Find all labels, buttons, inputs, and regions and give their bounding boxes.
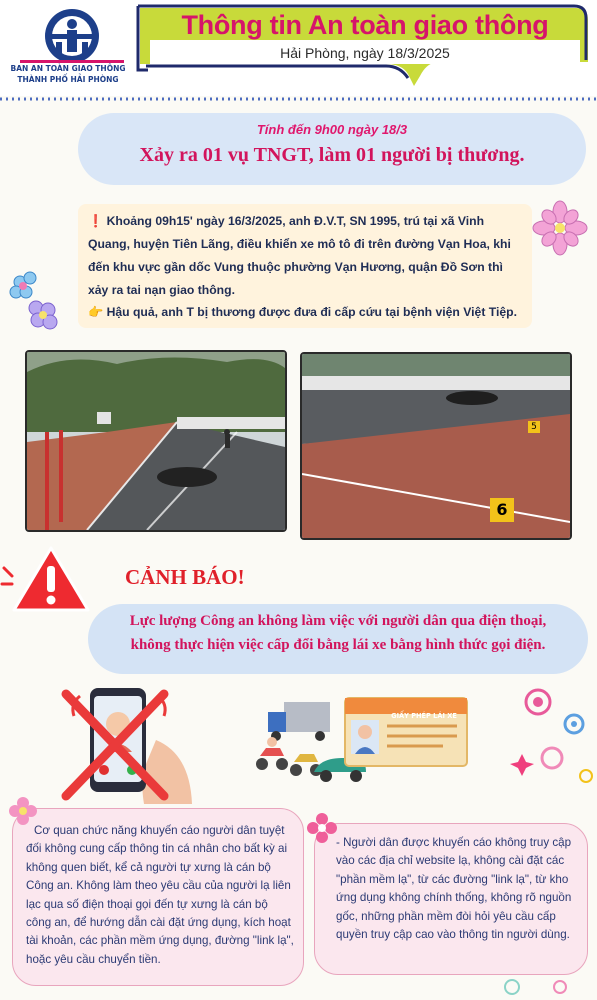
incident-paragraph: [88, 210, 524, 302]
advice-text-right: - Người dân được khuyến cáo không truy cập vào các địa chỉ website lạ, không cài đặt các "phần mềm lạ", từ các đường "link lạ", từ kho ứng dụng không chính thống, không rõ nguồn gốc, những phần mềm đòi hỏi yêu cầu cấp quyền truy cập cao vào thông tin người dùng.: [336, 836, 572, 942]
accident-photo-left: [25, 350, 287, 532]
warning-line2: không thực hiện việc cấp đổi bằng lái xe bằng hình thức gọi điện.: [130, 637, 546, 653]
header-divider: [0, 96, 597, 102]
advice-text-left: Cơ quan chức năng khuyến cáo người dân tuyệt đối không cung cấp thông tin cá nhân cho bất kỳ ai không quen biết, kể cả người tự xưng là cán bộ Công an. Không làm theo yêu cầu của người lạ liên lạc qua số điện thoại gọi đến tự xưng là cán bộ công an, để hướng dẫn cài đặt ứng dụng, kích hoạt tài khoản, các phần mềm ứng dụng, đường "link lạ", hoặc yêu cầu chuyển tiền.: [26, 824, 294, 966]
accident-scene-road: [27, 352, 285, 530]
warning-line1: Lực lượng Công an không làm việc với người dân qua điện thoại,: [129, 613, 547, 629]
logo-text-line1: BAN AN TOÀN GIAO THÔNG: [10, 64, 126, 73]
pointing-hand-icon: 👉: [88, 305, 104, 319]
summary-headline: Xảy ra 01 vụ TNGT, làm 01 người bị thương.: [139, 144, 525, 166]
accident-scene-sidewalk: [302, 354, 570, 538]
small-flower-icon: [8, 796, 38, 826]
license-card-icon: [343, 696, 469, 768]
accident-photo-right: [300, 352, 572, 540]
incident-outcome-text: Hậu quả, anh T bị thương được đưa đi cấp cứu tại bệnh viện Việt Tiệp.: [106, 305, 517, 319]
warning-triangle-icon: [10, 542, 92, 614]
incident-outcome: [88, 302, 524, 322]
page-title: Thông tin An toàn giao thông: [181, 10, 549, 40]
evidence-marker: 5: [528, 421, 540, 433]
incident-text: Khoảng 09h15' ngày 16/3/2025, anh Đ.V.T, SN 1995, trú tại xã Vinh Quang, huyện Tiên Lãng, điều khiển xe mô tô đi trên đường Vạn Hoa, khi đến khu vực gần dốc Vung thuộc phường Vạn Hương, quận Đồ Sơn thì xảy ra tai nạn giao thông.: [88, 214, 511, 297]
warning-title: CẢNH BÁO!: [125, 565, 245, 589]
warning-sparks-icon: [0, 560, 16, 600]
summary-time: Tính đến 9h00 ngày 18/3: [256, 122, 408, 137]
scam-call-phone-icon: [60, 684, 210, 810]
small-flower-icon: [306, 812, 338, 844]
flower-doodles-icon: [508, 684, 594, 806]
bottom-doodles-icon: [500, 976, 590, 998]
flower-icon: [532, 200, 588, 256]
logo-text-line2: THÀNH PHỐ HẢI PHÒNG: [17, 75, 119, 84]
exclamation-icon: ❗: [88, 214, 104, 228]
flower-cluster-icon: [8, 268, 58, 332]
license-label: GIẤY PHÉP LÁI XE: [391, 712, 457, 720]
page-subtitle: Hải Phòng, ngày 18/3/2025: [280, 45, 450, 61]
evidence-marker: 6: [490, 498, 514, 522]
